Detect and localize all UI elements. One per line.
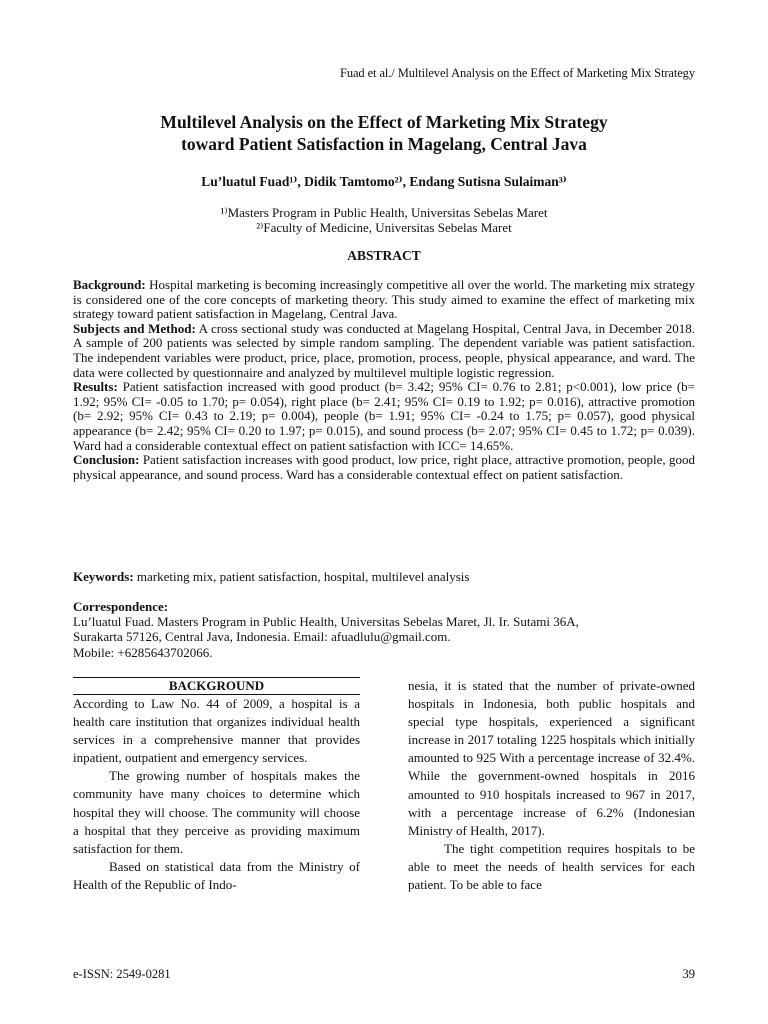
article-title xyxy=(73,111,695,155)
affiliations xyxy=(73,205,695,235)
author-list: Lu’luatul Fuad¹⁾, Didik Tamtomo²⁾, Endang Sutisna Sulaiman³⁾ xyxy=(201,174,567,189)
page-number: 39 xyxy=(682,967,695,981)
running-head: Fuad et al./ Multilevel Analysis on the Effect of Marketing Mix Strategy xyxy=(339,66,695,80)
conclusion-text: Patient satisfaction increases with good product, low price, right place, attractive promotion, people, good physical appearance, and sound process. Ward has a considerable contextual effect on patient satisfaction. xyxy=(73,452,696,482)
affiliation-2: ²⁾Faculty of Medicine, Universitas Sebelas Maret xyxy=(256,220,512,235)
body-column-left xyxy=(73,677,360,894)
keywords xyxy=(73,569,695,584)
correspondence-label: Correspondence: xyxy=(73,599,169,614)
abstract-body xyxy=(73,278,695,482)
background-label: Background: xyxy=(73,277,146,292)
methods-label: Subjects and Method: xyxy=(73,320,196,336)
body-column-right xyxy=(408,677,695,894)
affiliation-1: ¹⁾Masters Program in Public Health, Universitas Sebelas Maret xyxy=(220,205,548,220)
section-heading-background: BACKGROUND xyxy=(73,677,360,695)
correspondence-line-3: Mobile: +6285643702066. xyxy=(73,644,213,660)
keywords-label: Keywords: xyxy=(73,569,134,584)
conclusion-label: Conclusion: xyxy=(73,452,140,468)
correspondence-line-2: Surakarta 57126, Central Java, Indonesia. Email: afuadlulu@gmail.com. xyxy=(73,629,451,645)
methods-text: A cross sectional study was conducted at Magelang Hospital, Central Java, in December 2018. A sample of 200 patients was selected by simple random sampling. The dependent variable was patient satisfaction. The independent variables were product, price, place, promotion, process, people, physical appearance, and ward. The data were collected by questionnaire and analyzed by multilevel multiple logistic regression. xyxy=(73,320,695,380)
background-text: Hospital marketing is becoming increasingly competitive all over the world. The marketing mix strategy is considered one of the core concepts of marketing theory. This study aimed to examine the effect of marketing mix strategy toward patient satisfaction in Magelang, Central Java. xyxy=(73,277,695,322)
body-paragraph: The tight competition requires hospitals to be able to meet the needs of health services for each patient. To be able to face xyxy=(408,840,695,893)
body-paragraph: Based on statistical data from the Ministry of Health of the Republic of Indo- xyxy=(73,858,360,892)
results-label: Results: xyxy=(73,379,118,395)
abstract-background xyxy=(73,278,695,322)
correspondence xyxy=(73,599,695,660)
correspondence-line-1: Lu’luatul Fuad. Masters Program in Public Health, Universitas Sebelas Maret, Jl. Ir. Sutami 36A, xyxy=(73,614,579,630)
title-line-1: Multilevel Analysis on the Effect of Marketing Mix Strategy xyxy=(160,112,608,132)
abstract-heading: ABSTRACT xyxy=(347,248,421,263)
footer-issn: e-ISSN: 2549-0281 xyxy=(73,967,171,981)
abstract-conclusion xyxy=(73,453,695,482)
keywords-text: marketing mix, patient satisfaction, hospital, multilevel analysis xyxy=(136,569,470,584)
results-text: Patient satisfaction increased with good product (b= 3.42; 95% CI= 0.76 to 2.81; p<0.001), low price (b= 1.92; 95% CI= -0.05 to 1.70; p= 0.054), right place (b= 2.41; 95% CI= 0.19 to 1.92; p= 0.016), attractive promotion (b= 2.92; 95% CI= 0.43 to 2.19; p= 0.004), people (b= 1.91; 95% CI= -0.24 to 1.75; p= 0.057), good physical appearance (b= 2.42; 95% CI= 0.20 to 1.97; p= 0.015), and sound process (b= 2.07; 95% CI= 0.45 to 1.72; p= 0.039). Ward had a considerable contextual effect on patient satisfaction with ICC= 14.65%. xyxy=(73,379,696,453)
body-paragraph: The growing number of hospitals makes the community have many choices to determine which hospital they will choose. The community will choose a hospital that they perceive as providing maximum satisfaction for them. xyxy=(73,768,360,856)
title-line-2: toward Patient Satisfaction in Magelang, Central Java xyxy=(181,134,587,154)
body-paragraph: According to Law No. 44 of 2009, a hospital is a health care institution that organizes individual health services in a comprehensive manner that provides inpatient, outpatient and emergency services. xyxy=(73,696,360,766)
abstract-methods xyxy=(73,322,695,380)
body-paragraph: nesia, it is stated that the number of private-owned hospitals in Indonesia, both public hospitals and special type hospitals, experienced a significant increase in 2017 totaling 1225 hospitals which initially amounted to 925 With a percentage increase of 32.4%. While the government-owned hospitals in 2016 amounted to 910 hospitals increased to 967 in 2017, with a percentage increase of 6.2% (Indonesian Ministry of Health, 2017). xyxy=(408,678,695,838)
abstract-results xyxy=(73,380,695,453)
